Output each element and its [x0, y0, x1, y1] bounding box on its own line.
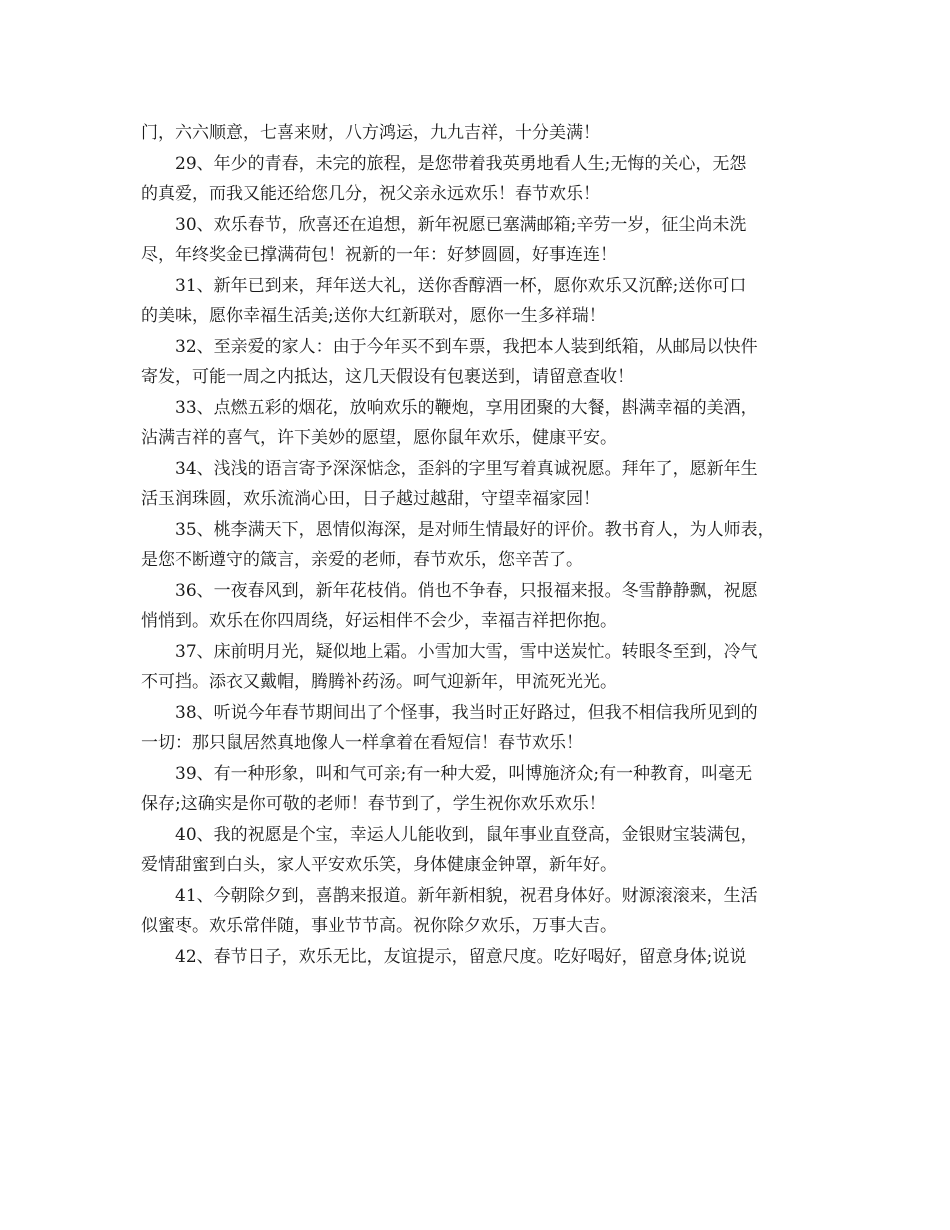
- text-line: 的美味，愿你幸福生活美;送你大红新联对，愿你一生多祥瑞！: [141, 306, 606, 326]
- body-text: [141, 118, 816, 972]
- text-line: 爱情甜蜜到白头，家人平安欢乐笑，身体健康金钟罩，新年好。: [141, 855, 617, 875]
- text-line: 32、至亲爱的家人：由于今年买不到车票，我把本人装到纸箱，从邮局以快件: [175, 336, 758, 357]
- text-line: 寄发，可能一周之内抵达，这几天假设有包裹送到，请留意查收！: [141, 367, 634, 387]
- text-line: 的真爱，而我又能还给您几分，祝父亲永远欢乐！春节欢乐！: [141, 184, 600, 204]
- text-line: 30、欢乐春节，欣喜还在追想，新年祝愿已塞满邮箱;辛劳一岁，征尘尚未洗: [175, 214, 747, 235]
- text-line: 是您不断遵守的箴言，亲爱的老师，春节欢乐，您辛苦了。: [141, 550, 583, 570]
- text-line: 33、点燃五彩的烟花，放响欢乐的鞭炮，享用团聚的大餐，斟满幸福的美酒，: [175, 397, 758, 418]
- text-line: 34、浅浅的语言寄予深深惦念，歪斜的字里写着真诚祝愿。拜年了，愿新年生: [175, 458, 758, 479]
- text-line: 36、一夜春风到，新年花枝俏。俏也不争春，只报福来报。冬雪静静飘，祝愿: [175, 580, 758, 601]
- text-line: 39、有一种形象，叫和气可亲;有一种大爱，叫博施济众;有一种教育，叫毫无: [175, 763, 753, 784]
- text-line: 不可挡。添衣又戴帽，腾腾补药汤。呵气迎新年，甲流死光光。: [141, 672, 617, 692]
- text-line: 悄悄到。欢乐在你四周绕，好运相伴不会少，幸福吉祥把你抱。: [141, 611, 617, 631]
- text-line: 29、年少的青春，未完的旅程，是您带着我英勇地看人生;无悔的关心，无怨: [175, 153, 747, 174]
- text-line: 门，六六顺意，七喜来财，八方鸿运，九九吉祥，十分美满！: [141, 123, 600, 143]
- text-line: 活玉润珠圆，欢乐流淌心田，日子越过越甜，守望幸福家园！: [141, 489, 600, 509]
- text-line: 42、春节日子，欢乐无比，友谊提示，留意尺度。吃好喝好，留意身体;说说: [175, 946, 747, 967]
- text-line: 35、桃李满天下，恩情似海深，是对师生情最好的评价。教书育人，为人师表，: [175, 519, 775, 540]
- text-line: 似蜜枣。欢乐常伴随，事业节节高。祝你除夕欢乐，万事大吉。: [141, 916, 617, 936]
- text-line: 37、床前明月光，疑似地上霜。小雪加大雪，雪中送炭忙。转眼冬至到，冷气: [175, 641, 758, 662]
- text-line: 保存;这确实是你可敬的老师！春节到了，学生祝你欢乐欢乐！: [141, 794, 606, 814]
- text-line: 41、今朝除夕到，喜鹊来报道。新年新相貌，祝君身体好。财源滚滚来，生活: [175, 885, 758, 906]
- text-line: 一切：那只鼠居然真地像人一样拿着在看短信！春节欢乐！: [141, 733, 583, 753]
- text-line: 尽，年终奖金已撑满荷包！祝新的一年：好梦圆圆，好事连连！: [141, 245, 617, 265]
- text-line: 沾满吉祥的喜气，许下美妙的愿望，愿你鼠年欢乐，健康平安。: [141, 428, 617, 448]
- text-line: 31、新年已到来，拜年送大礼，送你香醇酒一杯，愿你欢乐又沉醉;送你可口: [175, 275, 747, 296]
- text-line: 40、我的祝愿是个宝，幸运人儿能收到，鼠年事业直登高，金银财宝装满包，: [175, 824, 758, 845]
- text-line: 38、听说今年春节期间出了个怪事，我当时正好路过，但我不相信我所见到的: [175, 702, 758, 723]
